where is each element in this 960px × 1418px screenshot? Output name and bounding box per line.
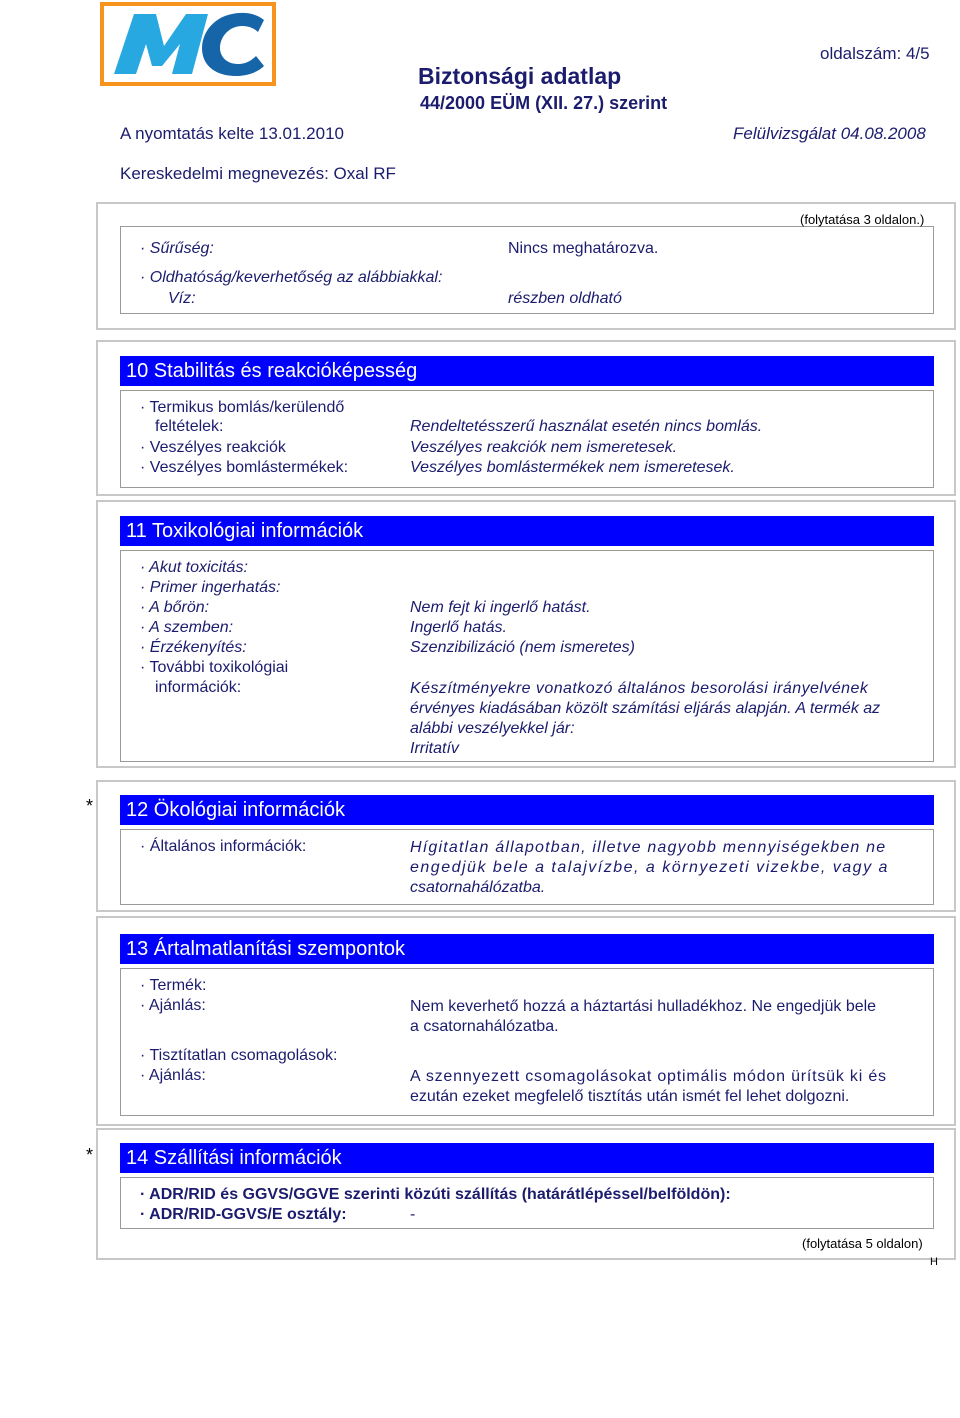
density-value: Nincs meghatározva. [508, 240, 659, 257]
further-info-line-2: érvényes kiadásában közölt számítási eljárás alapján. A termék az [410, 700, 881, 717]
company-logo [100, 2, 276, 86]
thermal-label: · Termikus bomlás/kerülendő [140, 399, 345, 416]
section-13-header: 13 Ártalmatlanítási szempontok [120, 934, 934, 964]
thermal-label-cont: feltételek: [155, 418, 224, 435]
density-label: · Sűrűség: [140, 240, 214, 257]
footer-mark: H [930, 1256, 938, 1268]
further-info-label-cont: információk: [155, 679, 242, 696]
sensitisation-value: Szenzibilizáció (nem ismeretes) [410, 639, 635, 656]
product-label: · Termék: [140, 977, 207, 994]
further-info-line-3: alábbi veszélyekkel jár: [410, 720, 575, 737]
reactions-value: Veszélyes reakciók nem ismeretesek. [410, 439, 678, 456]
products-label: · Veszélyes bomlástermékek: [140, 459, 349, 476]
section-14-header: 14 Szállítási információk [120, 1143, 934, 1173]
general-info-line-2: engedjük bele a talajvízbe, a környezeti vizekbe, vagy a [410, 859, 889, 876]
page-number: oldalszám: 4/5 [820, 44, 930, 63]
sensitisation-label: · Érzékenyítés: [140, 639, 247, 656]
section-12-header: 12 Ökológiai információk [120, 795, 934, 825]
adr-class-label: · ADR/RID-GGVS/E osztály: [140, 1206, 347, 1223]
adr-class-value: - [410, 1206, 416, 1223]
packaging-label: · Tisztítatlan csomagolások: [140, 1047, 338, 1064]
section-11-header: 11 Toxikológiai információk [120, 516, 934, 546]
primary-irritation-label: · Primer ingerhatás: [140, 579, 281, 596]
document-subtitle: 44/2000 EÜM (XII. 27.) szerint [420, 93, 668, 113]
section-10-header: 10 Stabilitás és reakcióképesség [120, 356, 934, 386]
advice-line-2: a csatornahálózatba. [410, 1018, 559, 1035]
skin-value: Nem fejt ki ingerlő hatást. [410, 599, 591, 616]
packaging-line-1: A szennyezett csomagolásokat optimális módon ürítsük ki és [410, 1068, 887, 1085]
general-info-value [410, 838, 934, 898]
adr-transport-label: · ADR/RID és GGVS/GGVE szerinti közúti szállítás (határátlépéssel/belföldön): [140, 1186, 731, 1203]
mc-logo-graphic [104, 6, 272, 82]
changed-marker-12: * [86, 796, 94, 816]
eye-label: · A szemben: [140, 619, 234, 636]
water-value: részben oldható [508, 290, 622, 307]
reactions-label: · Veszélyes reakciók [140, 439, 286, 456]
further-info-label: · További toxikológiai [140, 659, 289, 676]
further-info-value [410, 679, 934, 759]
advice-label-1: · Ajánlás: [140, 997, 206, 1014]
print-date: A nyomtatás kelte 13.01.2010 [120, 124, 344, 143]
solubility-label: · Oldhatóság/keverhetőség az alábbiakkal: [140, 269, 443, 286]
thermal-value: Rendeltetésszerű használat esetén nincs bomlás. [410, 418, 763, 435]
general-info-line-1: Hígitatlan állapotban, illetve nagyobb mennyiségekben ne [410, 839, 887, 856]
revision-date: Felülvizsgálat 04.08.2008 [733, 124, 926, 143]
packaging-value [410, 1067, 934, 1107]
eye-value: Ingerlő hatás. [410, 619, 507, 636]
further-info-line-4: Irritatív [410, 740, 459, 757]
continuation-top: (folytatása 3 oldalon.) [800, 212, 925, 227]
trade-name: Kereskedelmi megnevezés: Oxal RF [120, 164, 396, 183]
water-label: Víz: [168, 290, 196, 307]
advice-value-1 [410, 997, 934, 1037]
general-info-line-3: csatornahálózatba. [410, 879, 546, 896]
further-info-line-1: Készítményekre vonatkozó általános besorolási irányelvének [410, 680, 869, 697]
acute-toxicity-label: · Akut toxicitás: [140, 559, 248, 576]
general-info-label: · Általános információk: [140, 838, 307, 855]
products-value: Veszélyes bomlástermékek nem ismeretesek. [410, 459, 735, 476]
packaging-line-2: ezután ezeket megfelelő tisztítás után ismét fel lehet dolgozni. [410, 1088, 850, 1105]
skin-label: · A bőrön: [140, 599, 210, 616]
advice-label-2: · Ajánlás: [140, 1067, 206, 1084]
document-title: Biztonsági adatlap [418, 63, 622, 89]
advice-line-1: Nem keverhető hozzá a háztartási hulladékhoz. Ne engedjük bele [410, 998, 877, 1015]
changed-marker-14: * [86, 1145, 94, 1165]
continuation-bottom: (folytatása 5 oldalon) [802, 1236, 923, 1251]
